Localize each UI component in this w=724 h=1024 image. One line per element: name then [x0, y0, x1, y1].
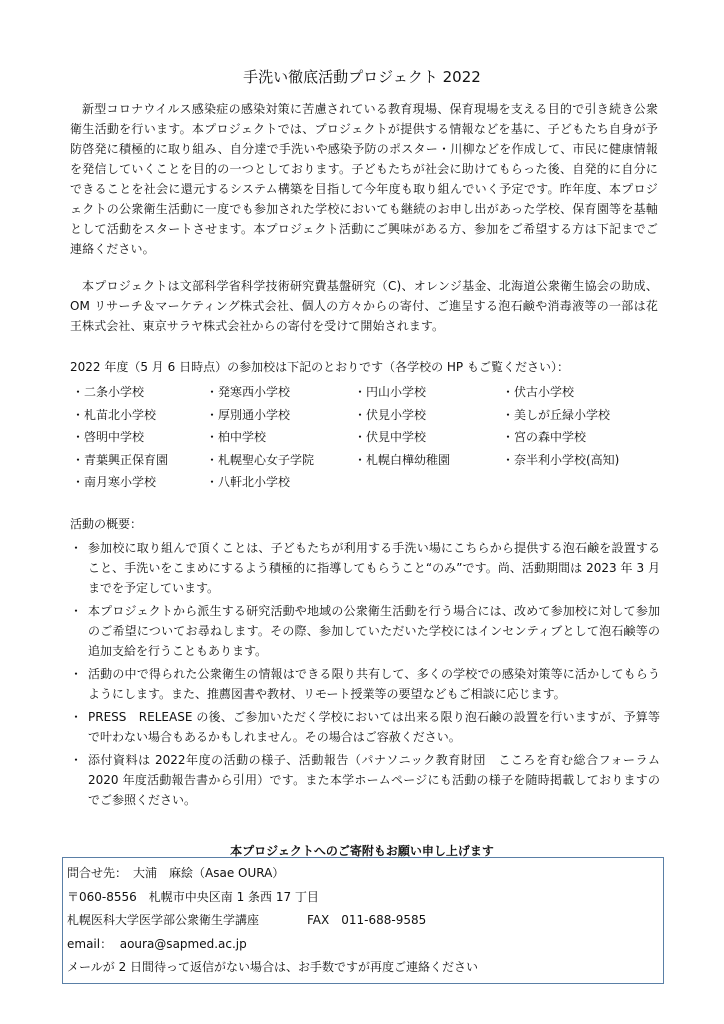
activity-text: 添付資料は 2022年度の活動の様子、活動報告（パナソニック教育財団 こころを育む総合フォーラム 2020 年度活動報告書から引用）です。また本学ホームページにも活動の様子を随時掲載しておりますのでご参照ください。: [88, 753, 673, 807]
school-item: ・伏見小学校: [354, 407, 427, 422]
contact-name: 問合せ先： 大浦 麻絵（Asae OURA）: [67, 866, 285, 880]
school-item: ・札苗北小学校: [72, 407, 157, 422]
school-item: ・奈半利小学校(高知): [502, 452, 620, 467]
school-item: ・伏見中学校: [354, 430, 427, 444]
activity-text: 参加校に取り組んで頂くことは、子どもたちが利用する手洗い場にこちらから提供する泡石鹸を設置すること、手洗いをこまめにするよう積極的に指導してもらうこと“のみ”です。尚、活動期間は 2023 年 3 月までを予定しています。: [88, 541, 660, 595]
activity-text: 活動の中で得られた公衆衛生の情報はできる限り共有して、多くの学校での感染対策等に活かしてもらうようにします。また、推薦図書や教材、リモート授業等の要望などもご相談に応じます。: [88, 667, 660, 701]
school-item: ・札幌聖心女子学院: [206, 452, 315, 467]
bullet-mark: ・: [70, 753, 83, 767]
intro-paragraph: 新型コロナウイルス感染症の感染対策に苦慮されている教育現場、保育現場を支える目的で引き続き公衆衛生活動を行います。本プロジェクトでは、プロジェクトが提供する情報などを基に、子どもたち自身が予防啓発に積極的に取り組み、自分達で手洗いや感染予防のポスター・川柳などを作成して、市民に健康情報を発信していくことを目的の一つとしております。子どもたちが社会に助けてもらった後、自発的に自分にできることを社会に還元するシステム構築を目指して今年度も取り組んでいく予定です。昨年度、本プロジェクトの公衆衛生活動に一度でも参加された学校においても継続のお申し出があった学校、保育園等を基軸として活動をスタートさせます。本プロジェクト活動にご興味がある方、参加をご希望する方は下記までご連絡ください。: [70, 102, 658, 256]
activities-heading: 活動の概要：: [70, 517, 143, 531]
school-item: ・札幌白樺幼稚園: [354, 452, 451, 467]
school-item: ・八軒北小学校: [206, 475, 291, 489]
activity-item: [70, 707, 660, 747]
activity-item: [70, 538, 660, 598]
school-item: ・南月寒小学校: [72, 475, 157, 489]
activity-item: [70, 664, 660, 704]
participating-schools-list: [72, 381, 652, 494]
school-item: ・柏中学校: [206, 430, 267, 444]
donation-note: 本プロジェクトへのご寄附もお願い申し上げます: [230, 844, 494, 858]
school-item: ・二条小学校: [72, 385, 145, 399]
school-item: ・美しが丘緑小学校: [502, 407, 611, 422]
school-item: ・厚別通小学校: [206, 407, 291, 422]
contact-department-fax: 札幌医科大学医学部公衆衛生学講座 FAX 011-688-9585: [67, 913, 427, 927]
school-item: ・青葉興正保育園: [72, 452, 169, 467]
activity-text: PRESS RELEASE の後、ご参加いただく学校においては出来る限り泡石鹸の設置を行いますが、予算等で叶わない場合もあるかもしれません。その場合はご容赦ください。: [88, 710, 660, 744]
activity-item: [70, 750, 673, 810]
contact-address: 〒060-8556 札幌市中央区南 1 条西 17 丁目: [67, 889, 319, 904]
school-item: ・伏古小学校: [502, 385, 575, 399]
activity-text: 本プロジェクトから派生する研究活動や地域の公衆衛生活動を行う場合には、改めて参加校に対して参加のご希望についてお尋ねします。その際、参加していただいた学校にはインセンティブとして泡石鹸等の追加支給を行うこともあります。: [88, 604, 660, 658]
school-item: ・宮の森中学校: [502, 430, 587, 444]
schools-heading: 2022 年度（5 月 6 日時点）の参加校は下記のとおりです（各学校の HP もご覧ください）：: [70, 360, 569, 374]
activity-item: [70, 601, 660, 661]
bullet-mark: ・: [70, 710, 83, 724]
school-item: ・発寒西小学校: [206, 385, 291, 399]
contact-email[interactable]: email： aoura@sapmed.ac.jp: [67, 936, 247, 951]
school-item: ・啓明中学校: [72, 430, 145, 444]
activities-list: [70, 538, 673, 813]
bullet-mark: ・: [70, 667, 83, 681]
contact-note: メールが 2 日間待って返信がない場合は、お手数ですが再度ご連絡ください: [67, 960, 479, 974]
bullet-mark: ・: [70, 604, 83, 618]
contact-box: [62, 857, 664, 984]
funding-paragraph: 本プロジェクトは文部科学省科学技術研究費基盤研究（C)、オレンジ基金、北海道公衆衛生協会の助成、OM リサーチ＆マーケティング株式会社、個人の方々からの寄付、ご進呈する泡石鹸や消毒液等の一部は花王株式会社、東京サラヤ株式会社からの寄付を受けて開始されます。: [70, 279, 658, 333]
page-title: 手洗い徹底活動プロジェクト 2022: [243, 68, 481, 86]
bullet-mark: ・: [70, 541, 83, 555]
school-item: ・円山小学校: [354, 385, 427, 399]
